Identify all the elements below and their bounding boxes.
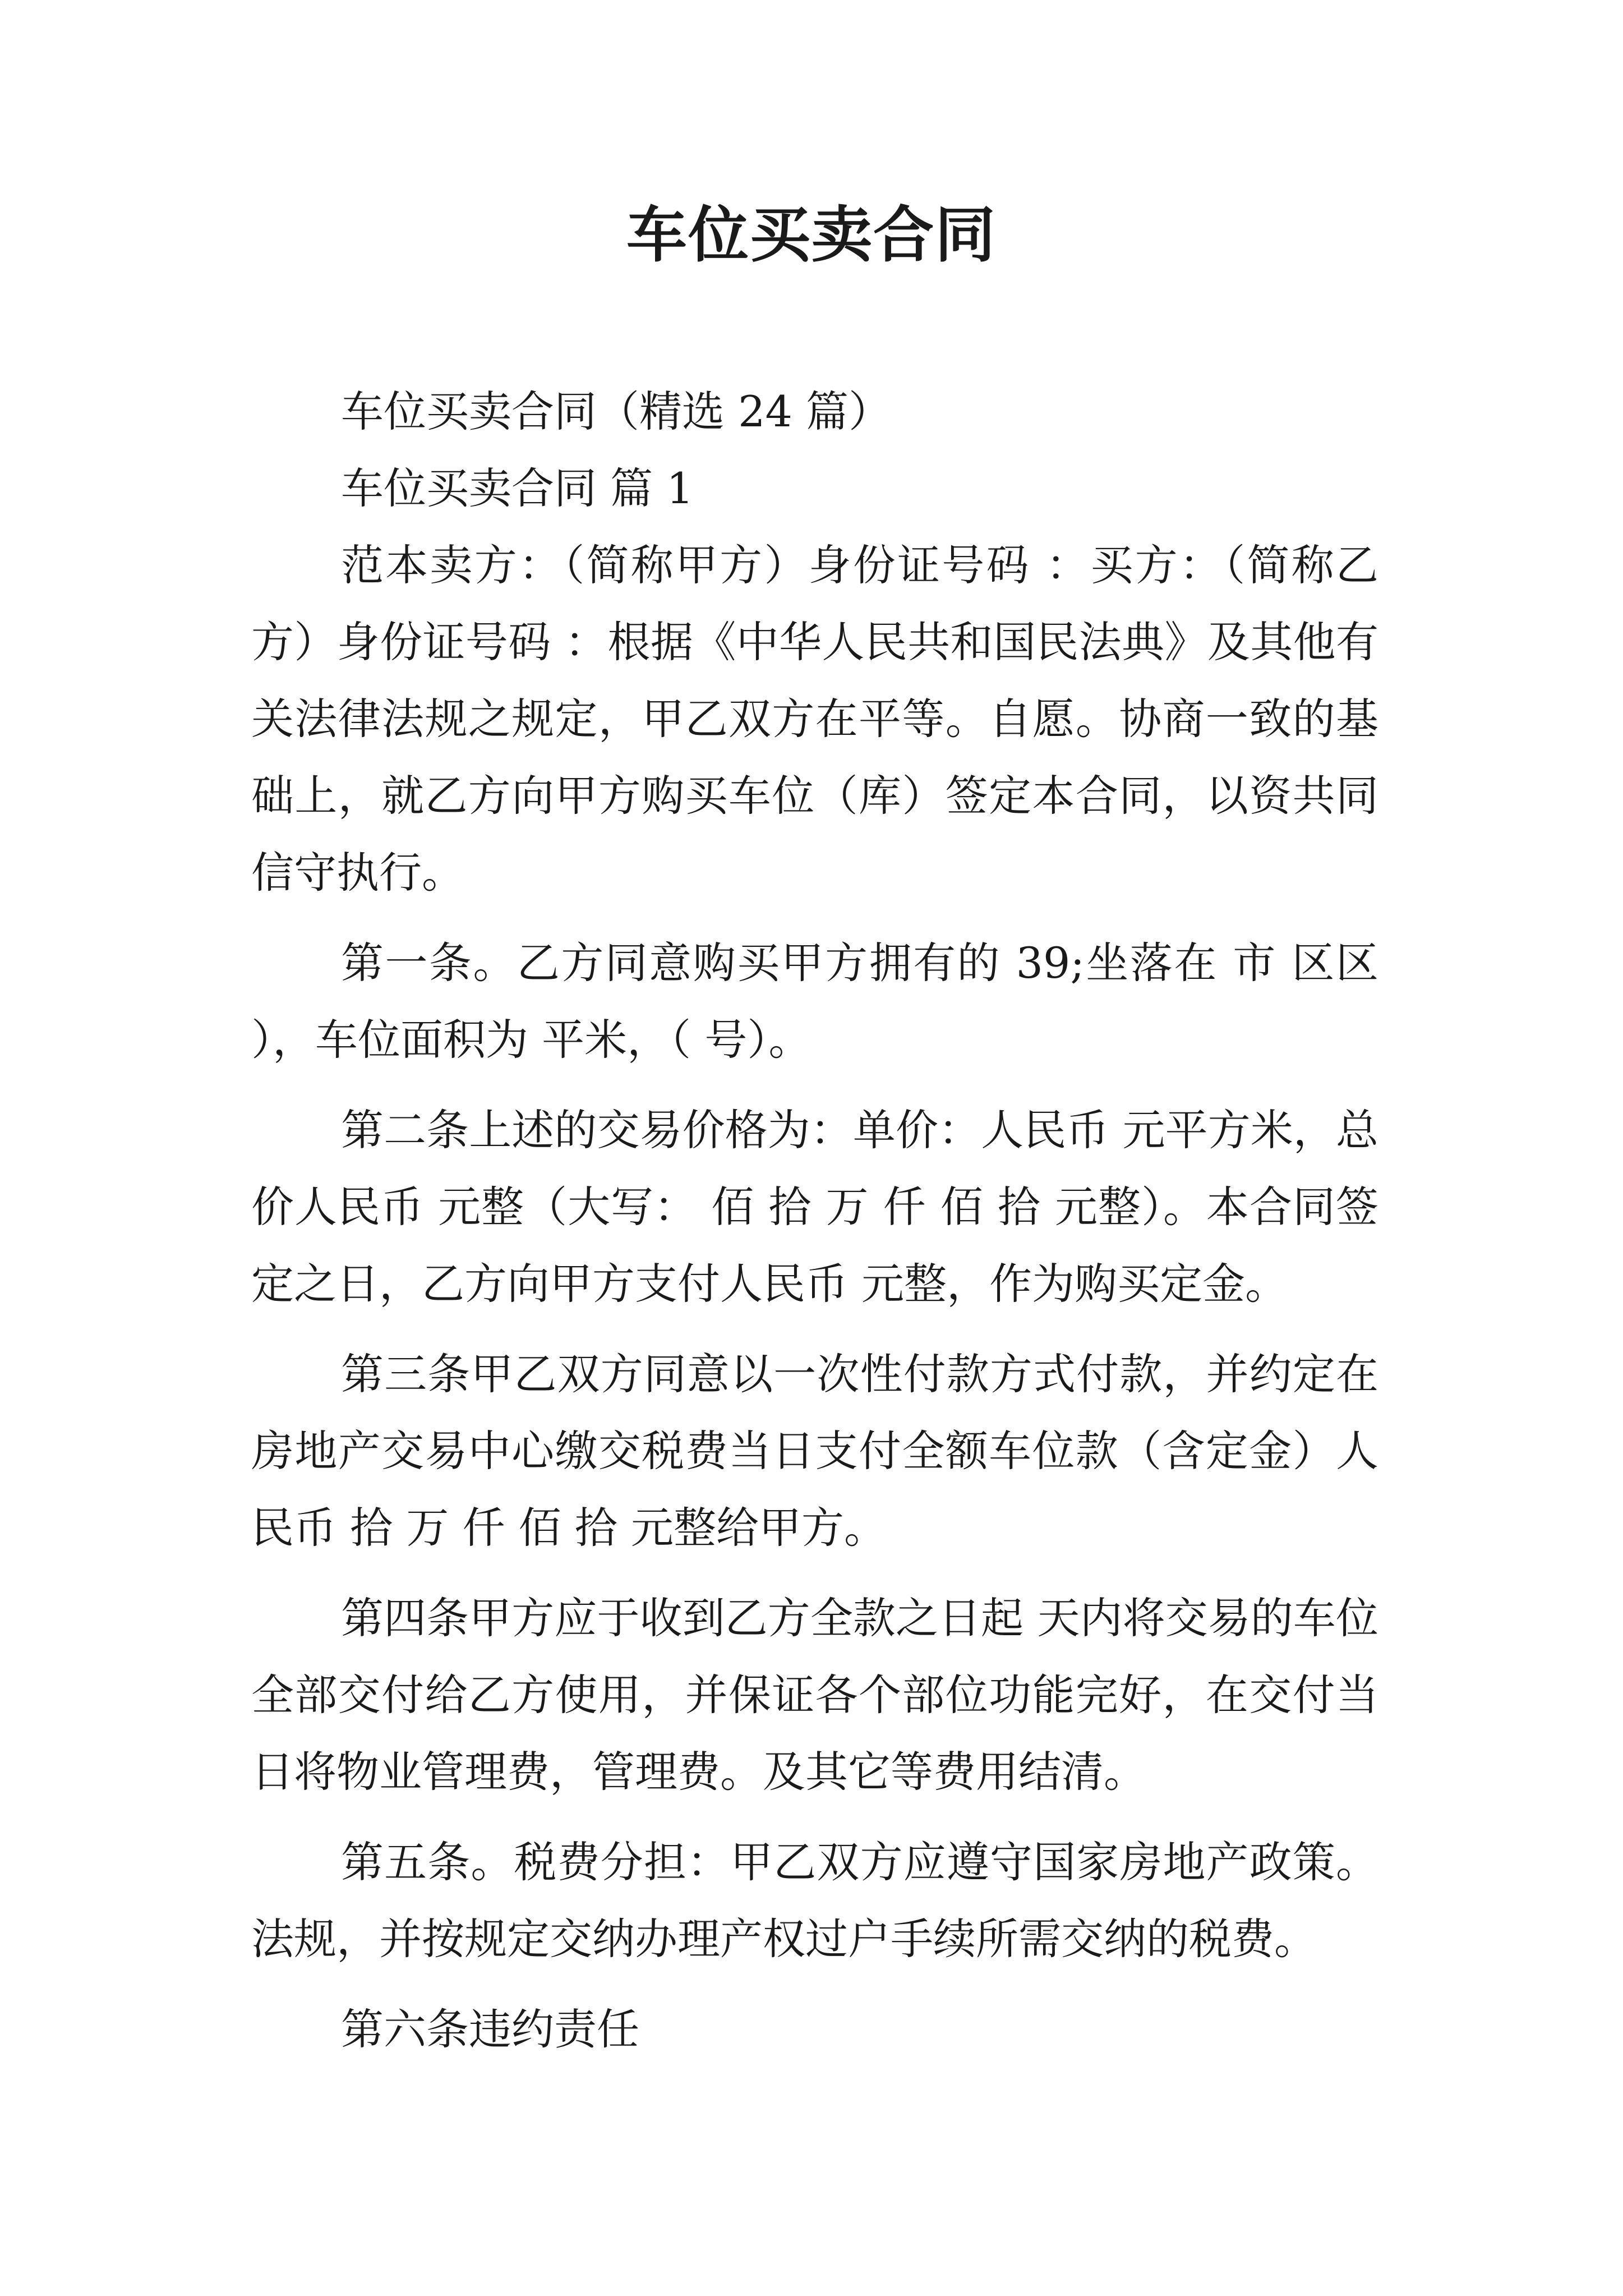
section-heading: 车位买卖合同 篇 1 xyxy=(341,463,694,513)
document-title: 车位买卖合同 xyxy=(626,200,997,270)
paragraph-article-6: 第六条违约责任 xyxy=(341,2004,639,2054)
paragraph-article-2: 第二条上述的交易价格为：单价：人民币 元平方米，总价人民币 元整（大写： 佰 拾 万 仟 佰 拾 元整）。本合同签定之日，乙方向甲方支付人民币 元整，作为购买定金。 xyxy=(251,1105,1378,1309)
paragraph-article-5: 第五条。税费分担：甲乙双方应遵守国家房地产政策。法规，并按规定交纳办理产权过户手续所需交纳的税费。 xyxy=(251,1837,1378,1964)
paragraph-article-1: 第一条。乙方同意购买甲方拥有的 39;坐落在 市 区区 ），车位面积为 平米，（ 号）。 xyxy=(251,938,1378,1065)
collection-heading: 车位买卖合同（精选 24 篇） xyxy=(341,386,892,436)
paragraph-article-3: 第三条甲乙双方同意以一次性付款方式付款，并约定在房地产交易中心缴交税费当日支付全额车位款（含定金）人民币 拾 万 仟 佰 拾 元整给甲方。 xyxy=(251,1349,1378,1553)
paragraph-preamble: 范本卖方：（简称甲方）身份证号码 ：买方：（简称乙方）身份证号码 ：根据《中华人民共和国民法典》及其他有关法律法规之规定，甲乙双方在平等。自愿。协商一致的基础上，就乙方向甲方购买车位（库）签定本合同，以资共同信守执行。 xyxy=(251,540,1378,898)
paragraph-article-4: 第四条甲方应于收到乙方全款之日起 天内将交易的车位全部交付给乙方使用，并保证各个部位功能完好，在交付当日将物业管理费，管理费。及其它等费用结清。 xyxy=(251,1593,1378,1797)
document-body xyxy=(251,373,1378,2068)
